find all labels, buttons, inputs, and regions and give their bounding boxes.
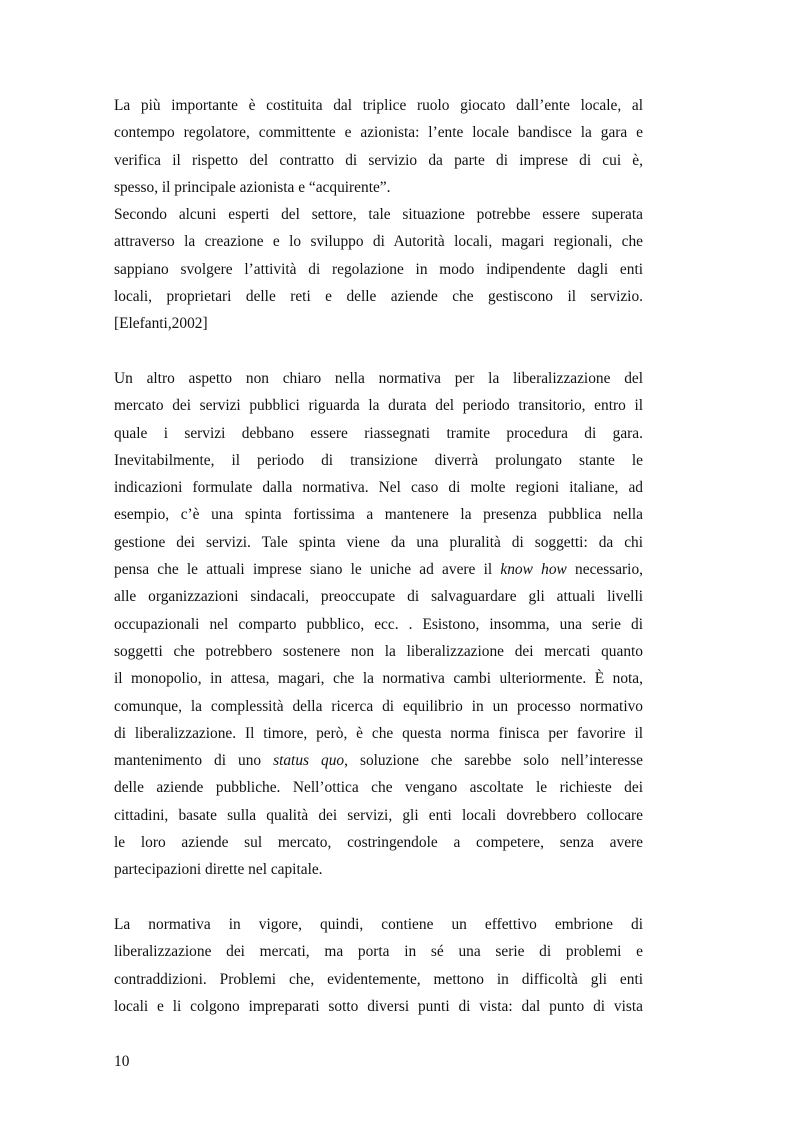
text-line: locali e li colgono impreparati sotto diversi punti di vista: dal punto di vista bbox=[114, 997, 643, 1015]
text-segment: necessario, bbox=[566, 561, 643, 579]
paragraph-4 bbox=[114, 911, 643, 1020]
text-line: delle aziende pubbliche. Nell’ottica che vengano ascoltate le richieste dei bbox=[114, 779, 643, 797]
paragraph-2 bbox=[114, 201, 643, 337]
text-line: soggetti che potrebbero sostenere non la liberalizzazione dei mercati quanto bbox=[114, 642, 643, 660]
citation: [Elefanti,2002] bbox=[114, 315, 208, 333]
text-line: occupazionali nel comparto pubblico, ecc. . Esistono, insomma, una serie di bbox=[114, 615, 643, 633]
italic-term: know how bbox=[500, 561, 567, 579]
page-number: 10 bbox=[114, 1053, 130, 1070]
text-line: verifica il rispetto del contratto di servizio da parte di imprese di cui è, bbox=[114, 151, 643, 169]
text-line: partecipazioni dirette nel capitale. bbox=[114, 861, 323, 879]
text-line: liberalizzazione dei mercati, ma porta in sé una serie di problemi e bbox=[114, 943, 643, 961]
text-line: quale i servizi debbano essere riassegnati tramite procedura di gara. bbox=[114, 424, 643, 442]
text-line-status-quo bbox=[114, 747, 643, 774]
italic-term: status quo bbox=[273, 752, 345, 770]
text-line: il monopolio, in attesa, magari, che la normativa cambi ulteriormente. È nota, bbox=[114, 670, 643, 688]
text-line: contempo regolatore, committente e azionista: l’ente locale bandisce la gara e bbox=[114, 124, 643, 142]
text-line: La normativa in vigore, quindi, contiene un effettivo embrione di bbox=[114, 915, 643, 933]
paragraph-1 bbox=[114, 92, 643, 201]
text-line: attraverso la creazione e lo sviluppo di Autorità locali, magari regionali, che bbox=[114, 233, 643, 251]
text-segment: , soluzione che sarebbe solo nell’interesse bbox=[344, 752, 643, 770]
text-segment: mantenimento di uno bbox=[114, 752, 274, 770]
text-line: gestione dei servizi. Tale spinta viene da una pluralità di soggetti: da chi bbox=[114, 533, 643, 551]
text-line: spesso, il principale azionista e “acquirente”. bbox=[114, 178, 391, 196]
text-line: comunque, la complessità della ricerca di equilibrio in un processo normativo bbox=[114, 697, 643, 715]
text-line: La più importante è costituita dal triplice ruolo giocato dall’ente locale, al bbox=[114, 97, 643, 114]
body-text bbox=[114, 92, 643, 1020]
text-line: Un altro aspetto non chiaro nella normativa per la liberalizzazione del bbox=[114, 369, 643, 387]
text-line: alle organizzazioni sindacali, preoccupate di salvaguardare gli attuali livelli bbox=[114, 588, 643, 606]
text-line: sappiano svolgere l’attività di regolazione in modo indipendente dagli enti bbox=[114, 260, 643, 278]
text-line: esempio, c’è una spinta fortissima a mantenere la presenza pubblica nella bbox=[114, 506, 643, 524]
text-segment: pensa che le attuali imprese siano le uniche ad avere il bbox=[114, 561, 501, 579]
text-line: Secondo alcuni esperti del settore, tale situazione potrebbe essere superata bbox=[114, 206, 643, 224]
text-line: mercato dei servizi pubblici riguarda la durata del periodo transitorio, entro il bbox=[114, 397, 643, 415]
paragraph-3 bbox=[114, 365, 643, 884]
text-line: indicazioni formulate dalla normativa. Nel caso di molte regioni italiane, ad bbox=[114, 479, 643, 497]
text-line: contraddizioni. Problemi che, evidentemente, mettono in difficoltà gli enti bbox=[114, 970, 643, 988]
text-line: locali, proprietari delle reti e delle aziende che gestiscono il servizio. bbox=[114, 288, 643, 306]
text-line: di liberalizzazione. Il timore, però, è che questa norma finisca per favorire il bbox=[114, 724, 643, 742]
text-line: cittadini, basate sulla qualità dei servizi, gli enti locali dovrebbero collocare bbox=[114, 806, 643, 824]
text-line: Inevitabilmente, il periodo di transizione diverrà prolungato stante le bbox=[114, 451, 643, 469]
text-line-know-how bbox=[114, 556, 643, 583]
text-line: le loro aziende sul mercato, costringendole a competere, senza avere bbox=[114, 834, 643, 852]
